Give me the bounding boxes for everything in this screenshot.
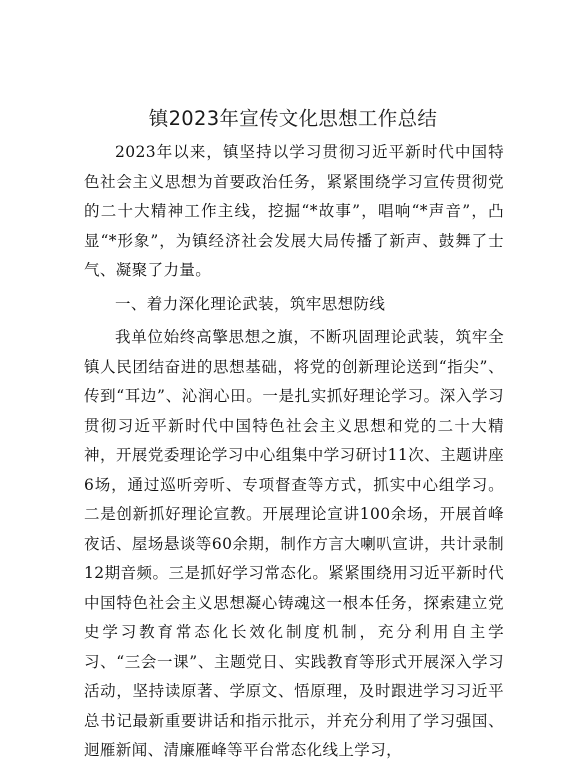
- document-body: [84, 138, 504, 766]
- section-heading: 一、着力深化理论武装，筑牢思想防线: [115, 294, 386, 313]
- intro-paragraph: 2023年以来，镇坚持以学习贯彻习近平新时代中国特色社会主义思想为首要政治任务，紧紧围绕学习宣传贯彻党的二十大精神工作主线，挖掘“*故事”，唱响“*声音”，凸显“*形象”，为镇经济社会发展大局传播了新声、鼓舞了士气、凝聚了力量。: [84, 143, 504, 279]
- section-paragraph: 我单位始终高擎思想之旗，不断巩固理论武装，筑牢全镇人民团结奋进的思想基础，将党的创新理论送到“指尖”、传到“耳边”、沁润心田。一是扎实抓好理论学习。深入学习贯彻习近平新时代中国特色社会主义思想和党的二十大精神，开展党委理论学习中心组集中学习研讨11次、主题讲座6场，通过巡听旁听、专项督查等方式，抓实中心组学习。二是创新抓好理论宣教。开展理论宣讲100余场，开展首峰夜话、屋场悬谈等60余期，制作方言大喇叭宣讲，共计录制12期音频。三是抓好学习常态化。紧紧围绕用习近平新时代中国特色社会主义思想凝心铸魂这一根本任务，探索建立党史学习教育常态化长效化制度机制，充分利用自主学习、“三会一课”、主题党日、实践教育等形式开展深入学习活动，坚持读原著、学原文、悟原理，及时跟进学习习近平总书记最新重要讲话和指示批示，并充分利用了学习强国、迥雁新闻、清廉雁峰等平台常态化线上学习，: [84, 328, 504, 759]
- document-title: 镇2023年宣传文化思想工作总结: [148, 107, 438, 130]
